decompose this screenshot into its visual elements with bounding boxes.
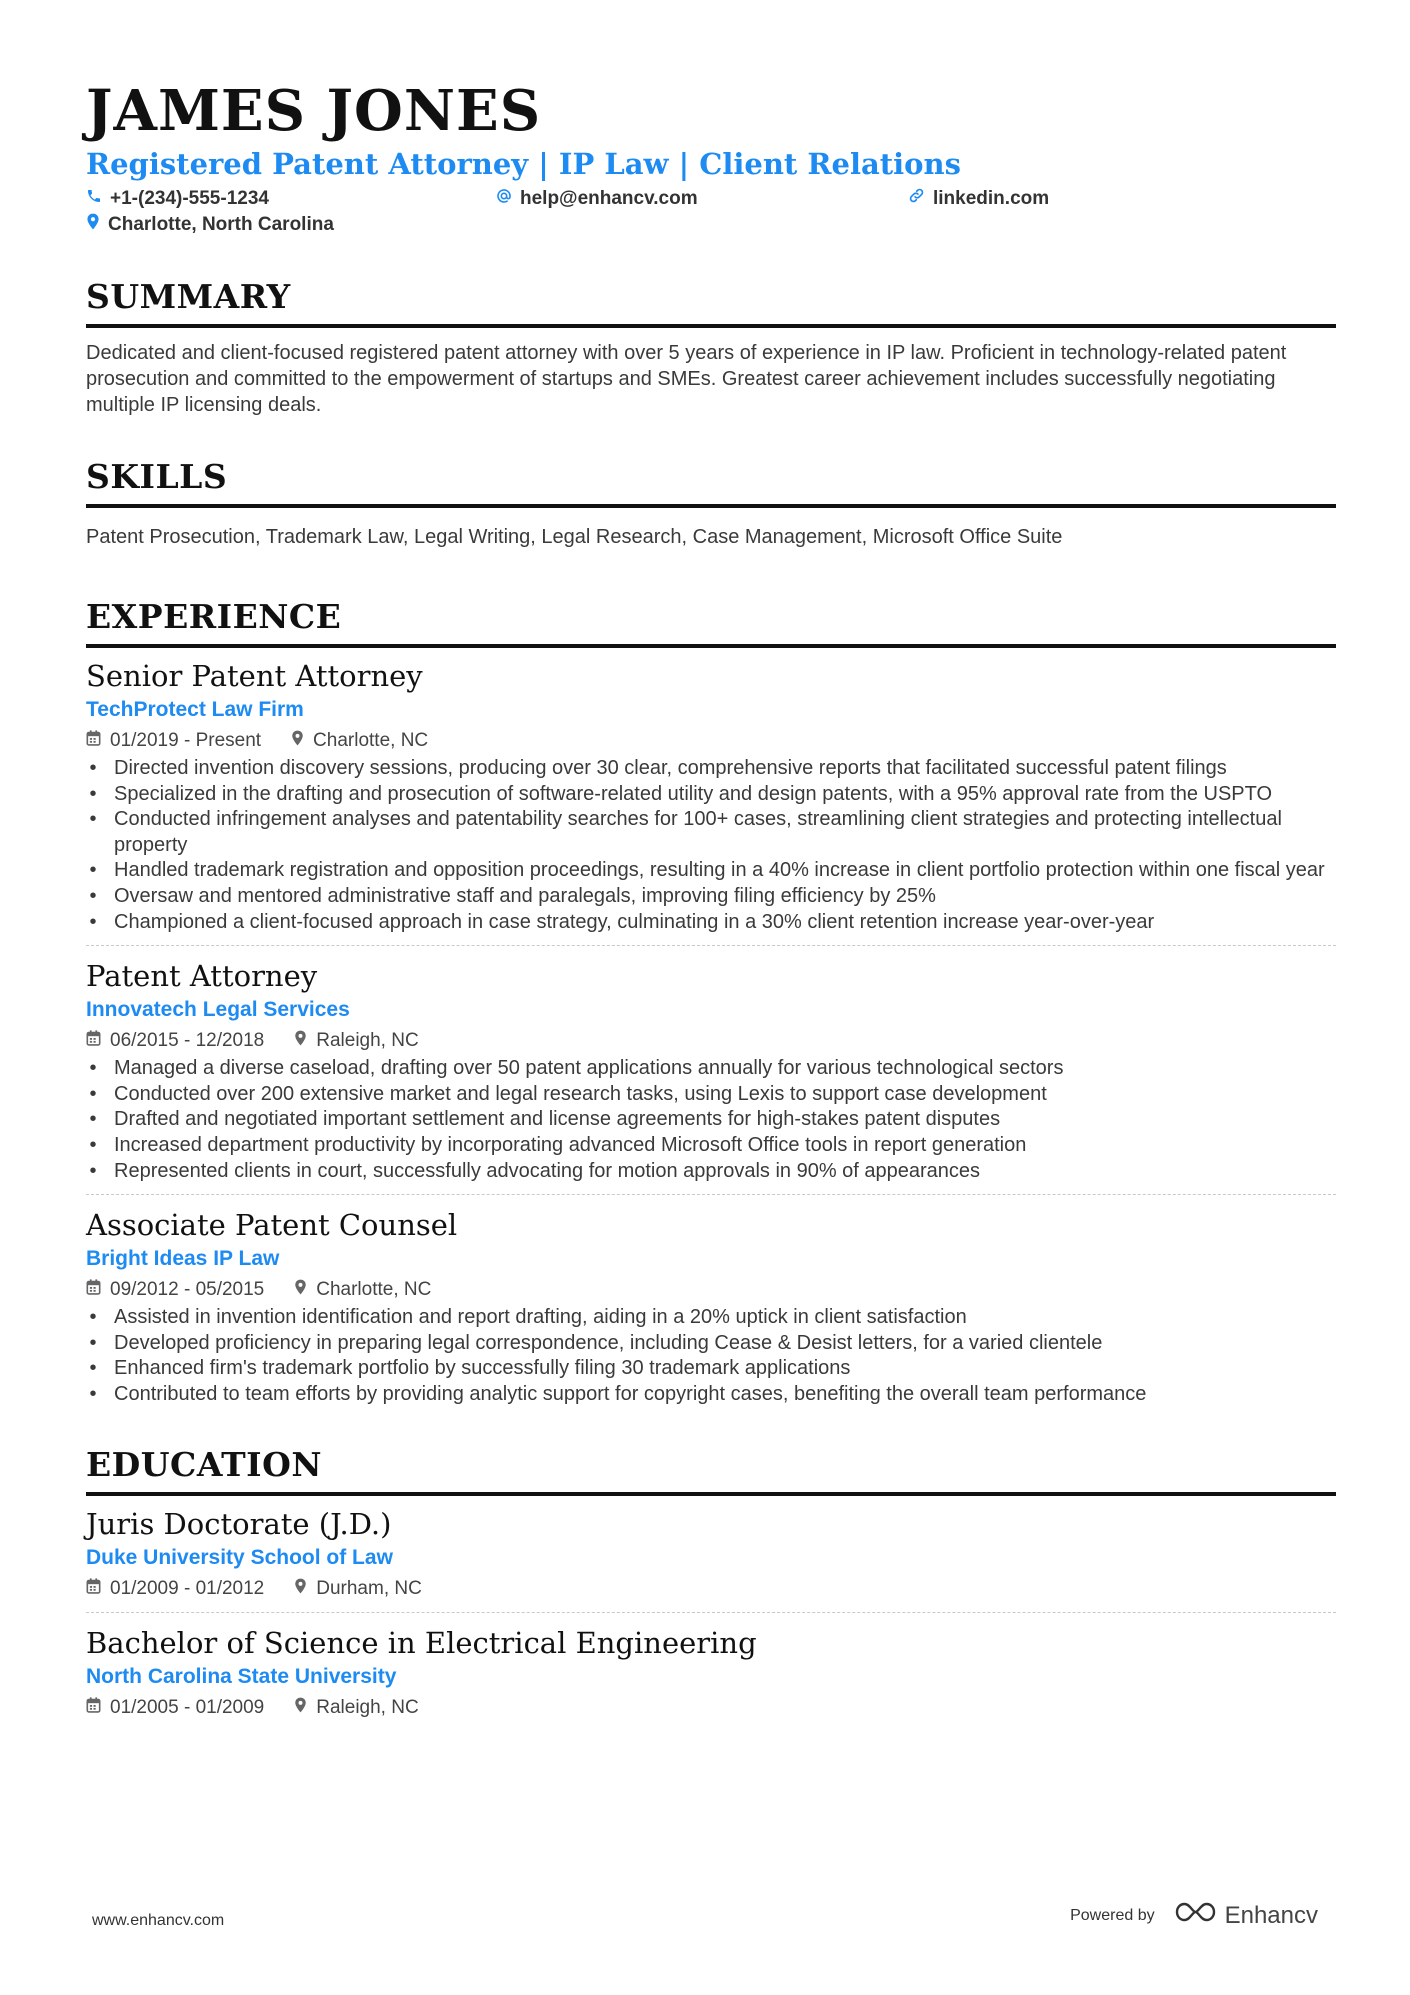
brand-name: Enhancv	[1224, 1901, 1318, 1929]
linkedin-contact[interactable]	[908, 186, 1049, 212]
experience-entry	[86, 658, 1336, 935]
section-divider	[86, 1492, 1336, 1496]
education-location	[294, 1695, 418, 1721]
linkedin-url: linkedin.com	[933, 188, 1050, 209]
summary-section	[86, 276, 1336, 418]
list-item: • Contributed to team efforts by providing analytic support for copyright cases, benefiting the overall team performance	[89, 1382, 1147, 1405]
brand-logo[interactable]	[1173, 1900, 1318, 1931]
footer-website[interactable]: www.enhancv.com	[92, 1912, 225, 1929]
candidate-name: JAMES JONES	[86, 78, 542, 144]
list-item: • Managed a diverse caseload, drafting over 50 patent applications annually for various technological sectors	[89, 1057, 1064, 1080]
header	[86, 78, 1336, 238]
school-name: Duke University School of Law	[86, 1545, 393, 1569]
job-meta	[86, 1028, 1336, 1054]
location-text: Raleigh, NC	[316, 1696, 419, 1718]
summary-heading: SUMMARY	[86, 277, 291, 316]
education-entry	[86, 1625, 1336, 1721]
skills-section	[86, 456, 1336, 550]
list-item: • Drafted and negotiated important settlement and license agreements for high-stakes patent disputes	[89, 1108, 1001, 1131]
list-item: • Handled trademark registration and opposition proceedings, resulting in a 40% increase in client portfolio protection within one fiscal year	[89, 859, 1325, 882]
achievement-list	[86, 1305, 1336, 1407]
job-location	[291, 728, 428, 754]
list-item: • Conducted infringement analyses and patentability searches for 100+ cases, streamlining client strategies and protecting intellectual property	[89, 808, 1282, 856]
list-item: • Specialized in the drafting and prosecution of software-related utility and design patents, with a 95% approval rate from the USPTO	[89, 782, 1273, 805]
location-pin-icon	[294, 1277, 307, 1303]
education-meta	[86, 1695, 1336, 1721]
company-name: Innovatech Legal Services	[86, 998, 350, 1022]
experience-section	[86, 596, 1336, 1408]
calendar-icon	[86, 728, 101, 754]
skills-heading: SKILLS	[86, 457, 228, 496]
education-meta	[86, 1576, 1336, 1602]
job-location	[294, 1028, 418, 1054]
location-text: Raleigh, NC	[316, 1030, 419, 1052]
job-title: Associate Patent Counsel	[86, 1208, 458, 1243]
entry-divider	[86, 1194, 1336, 1195]
list-item: • Directed invention discovery sessions, producing over 30 clear, comprehensive reports that facilitated successful patent filings	[89, 757, 1227, 779]
education-entry	[86, 1506, 1336, 1602]
link-icon	[908, 186, 925, 212]
dates-text: 01/2005 - 01/2009	[110, 1696, 265, 1718]
achievement-list	[86, 756, 1336, 935]
degree-title: Juris Doctorate (J.D.)	[86, 1506, 392, 1541]
location-pin-icon	[294, 1576, 307, 1602]
experience-heading: EXPERIENCE	[86, 597, 342, 636]
list-item: • Conducted over 200 extensive market and legal research tasks, using Lexis to support case development	[89, 1082, 1047, 1105]
entry-divider	[86, 945, 1336, 946]
company-name: TechProtect Law Firm	[86, 698, 304, 721]
education-heading: EDUCATION	[86, 1444, 323, 1484]
experience-entry	[86, 958, 1336, 1184]
location-row	[86, 212, 1336, 238]
calendar-icon	[86, 1695, 101, 1721]
dates-text: 06/2015 - 12/2018	[110, 1030, 265, 1052]
powered-by-label: Powered by	[1070, 1906, 1155, 1924]
job-title: Senior Patent Attorney	[86, 659, 423, 693]
list-item: • Developed proficiency in preparing legal correspondence, including Cease & Desist letters, for a varied clientele	[89, 1331, 1103, 1354]
location-contact	[86, 212, 334, 238]
phone-contact	[86, 186, 496, 212]
section-divider	[86, 324, 1336, 328]
entry-divider	[86, 1612, 1336, 1613]
company-name: Bright Ideas IP Law	[86, 1247, 280, 1271]
dates-text: 01/2009 - 01/2012	[110, 1577, 265, 1599]
section-divider	[86, 504, 1336, 508]
job-location	[294, 1277, 431, 1303]
calendar-icon	[86, 1277, 101, 1303]
list-item: • Represented clients in court, successfully advocating for motion approvals in 90% of appearances	[89, 1159, 981, 1182]
list-item: • Enhanced firm's trademark portfolio by successfully filing 30 trademark applications	[89, 1357, 851, 1380]
dates-text: 01/2019 - Present	[110, 730, 262, 751]
at-icon	[496, 186, 512, 212]
education-dates	[86, 1576, 264, 1602]
job-dates	[86, 1028, 264, 1054]
education-section	[86, 1444, 1336, 1721]
location-pin-icon	[294, 1695, 307, 1721]
list-item: • Oversaw and mentored administrative staff and paralegals, improving filing efficiency by 25%	[89, 884, 936, 907]
phone-number: +1-(234)-555-1234	[110, 188, 269, 209]
location-text: Charlotte, North Carolina	[108, 214, 334, 235]
job-dates	[86, 1277, 264, 1303]
degree-title: Bachelor of Science in Electrical Engineering	[86, 1625, 757, 1660]
calendar-icon	[86, 1028, 101, 1054]
job-title: Patent Attorney	[86, 959, 318, 994]
calendar-icon	[86, 1576, 101, 1602]
school-name: North Carolina State University	[86, 1664, 397, 1688]
job-meta	[86, 728, 1336, 754]
experience-entry	[86, 1207, 1336, 1407]
job-dates	[86, 728, 261, 754]
email-address: help@enhancv.com	[520, 188, 698, 209]
job-meta	[86, 1277, 1336, 1303]
tagline: Registered Patent Attorney | IP Law | Client Relations	[86, 147, 961, 181]
contact-row	[86, 186, 1336, 212]
list-item: • Assisted in invention identification and report drafting, aiding in a 20% uptick in client satisfaction	[89, 1306, 967, 1329]
location-text: Charlotte, NC	[313, 730, 429, 751]
dates-text: 09/2012 - 05/2015	[110, 1279, 265, 1301]
education-dates	[86, 1695, 264, 1721]
list-item: • Championed a client-focused approach in case strategy, culminating in a 30% client retention increase year-over-year	[89, 910, 1155, 933]
email-contact[interactable]	[496, 186, 908, 212]
location-pin-icon	[86, 212, 100, 238]
education-location	[294, 1576, 422, 1602]
resume	[86, 78, 1336, 1721]
list-item: • Increased department productivity by incorporating advanced Microsoft Office tools in report generation	[89, 1133, 1027, 1156]
achievement-list	[86, 1056, 1336, 1184]
section-divider	[86, 644, 1336, 648]
phone-icon	[86, 186, 102, 212]
skills-text: Patent Prosecution, Trademark Law, Legal Writing, Legal Research, Case Management, Microsoft Office Suite	[86, 526, 1063, 548]
location-text: Durham, NC	[316, 1577, 422, 1599]
location-text: Charlotte, NC	[316, 1279, 432, 1301]
location-pin-icon	[291, 728, 304, 754]
enhancv-logo-icon	[1173, 1900, 1217, 1931]
footer-branding	[1070, 1900, 1318, 1931]
location-pin-icon	[294, 1028, 307, 1054]
summary-text: Dedicated and client-focused registered patent attorney with over 5 years of experience in IP law. Proficient in technology-related patent prosecution and committed to the empowerment of startups and SMEs. Greatest career achievement includes successfully negotiating multiple IP licensing deals.	[86, 342, 1287, 416]
